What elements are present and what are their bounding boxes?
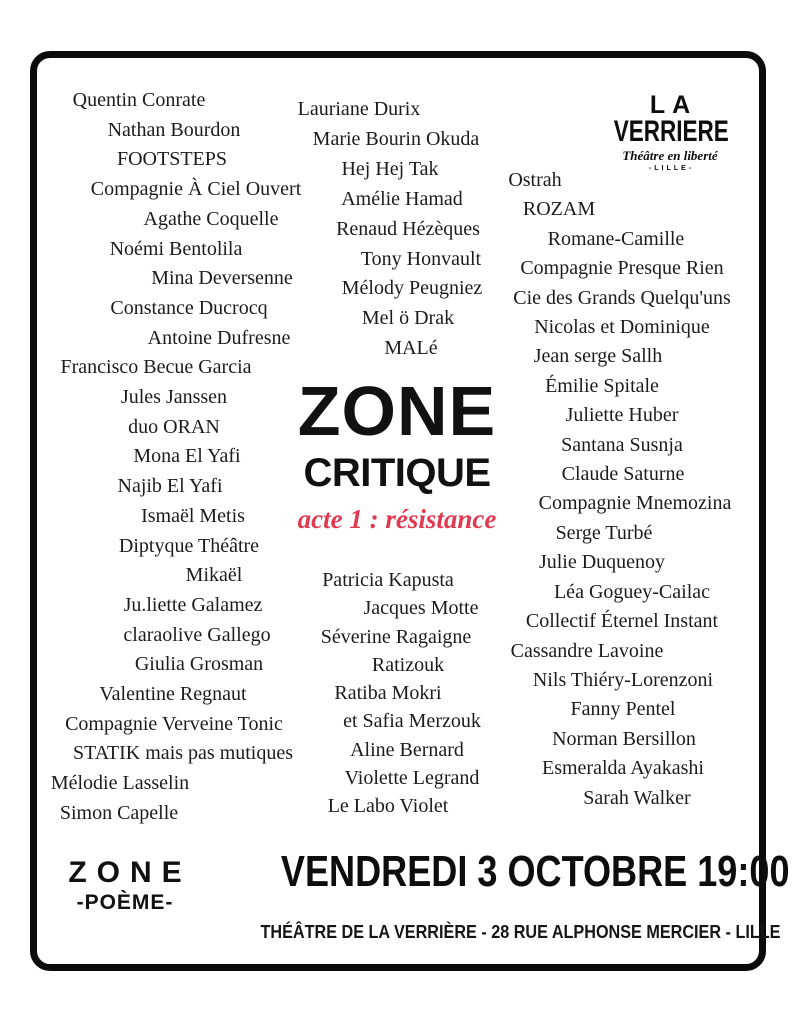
performer-name: Mélody Peugniez: [341, 277, 483, 300]
performer-name: Compagnie À Ciel Ouvert: [90, 178, 302, 201]
zone-poeme-logo-line1: ZONE: [68, 856, 192, 889]
la-verriere-logo-tagline: Théâtre en liberté: [622, 148, 718, 163]
performer-name: Violette Legrand: [344, 767, 480, 790]
la-verriere-logo: [595, 92, 745, 174]
performer-name: Serge Turbé: [555, 521, 653, 544]
performer-name: MALé: [384, 337, 438, 360]
title-line-critique: CRITIQUE: [303, 451, 491, 495]
event-datetime: VENDREDI 3 OCTOBRE 19:00: [280, 847, 790, 896]
performer-name: Jean serge Sallh: [533, 345, 663, 368]
performer-name: Émilie Spitale: [545, 374, 659, 397]
performer-name: claraolive Gallego: [123, 623, 271, 646]
performer-name: Le Labo Violet: [327, 795, 449, 818]
performer-name: Diptyque Théâtre: [118, 534, 260, 557]
performer-name: Santana Susnja: [561, 433, 683, 456]
zone-poeme-logo: [50, 856, 200, 916]
performer-name: Francisco Becue Garcia: [60, 356, 252, 379]
performer-name: Quentin Conrate: [72, 89, 206, 111]
performer-name: Sarah Walker: [583, 786, 691, 809]
performer-name: Hej Hej Tak: [341, 157, 439, 180]
performer-name: duo ORAN: [128, 415, 220, 438]
performer-name: STATIK mais pas mutiques: [72, 742, 294, 765]
performer-name: Amélie Hamad: [341, 187, 463, 210]
performer-name: Romane-Camille: [547, 227, 685, 250]
performer-name: Renaud Hézèques: [336, 217, 480, 240]
performer-name: ROZAM: [522, 198, 596, 221]
performer-name: Lauriane Durix: [297, 98, 421, 120]
performer-name: Patricia Kapusta: [322, 569, 454, 591]
performer-name: Compagnie Presque Rien: [520, 257, 724, 280]
performer-name: Mikaël: [185, 564, 243, 587]
performers-column-middle-bottom: [277, 566, 517, 821]
la-verriere-logo-line1: LA: [649, 91, 698, 119]
performer-name: Fanny Pentel: [570, 698, 676, 721]
performer-name: Cassandre Lavoine: [510, 639, 664, 662]
performer-name: Noémi Bentolila: [109, 237, 243, 260]
performer-name: Léa Goguey-Cailac: [553, 580, 711, 603]
performer-name: Ismaël Metis: [141, 504, 245, 527]
la-verriere-logo-city: -LILLE-: [648, 165, 695, 172]
performer-name: Tony Honvault: [360, 247, 482, 270]
performer-name: Collectif Éternel Instant: [525, 610, 719, 633]
performer-name: Marie Bourin Okuda: [312, 127, 480, 150]
performer-name: Valentine Regnaut: [99, 683, 247, 706]
performer-name: Mel ö Drak: [361, 307, 455, 330]
performer-name: Ostrah: [508, 169, 562, 191]
title-line-zone: ZONE: [297, 372, 497, 450]
performer-name: Mona El Yafi: [133, 445, 241, 468]
performer-name: Ratizouk: [371, 653, 445, 676]
performer-name: Ratiba Mokri: [334, 682, 442, 705]
performer-name: Aline Bernard: [350, 738, 464, 761]
performer-name: FOOTSTEPS: [116, 148, 228, 171]
performer-name: Jacques Motte: [363, 597, 479, 620]
performer-name: Compagnie Verveine Tonic: [65, 712, 283, 735]
performer-name: Simon Capelle: [59, 801, 179, 824]
performer-name: Jules Janssen: [120, 386, 228, 409]
la-verriere-logo-line2: VERRIERE: [613, 115, 729, 148]
performer-name: Compagnie Mnemozina: [538, 492, 732, 515]
performer-name: Claude Saturne: [561, 463, 685, 486]
performer-name: Norman Bersillon: [552, 727, 696, 750]
performer-name: Ju.liette Galamez: [123, 593, 263, 616]
performer-name: Nils Thiéry-Lorenzoni: [532, 668, 714, 691]
performer-name: Antoine Dufresne: [147, 326, 291, 349]
performer-name: Cie des Grands Quelqu'uns: [513, 286, 731, 309]
performer-name: Esmeralda Ayakashi: [541, 757, 704, 780]
performer-name: Mina Deversenne: [151, 267, 293, 290]
performers-column-right: [500, 166, 772, 813]
performer-name: Nathan Bourdon: [107, 118, 241, 141]
title-subtitle-acte: acte 1 : résistance: [297, 504, 497, 534]
zone-poeme-logo-line2: -POÈME-: [76, 891, 174, 914]
performer-name: Constance Ducrocq: [110, 296, 268, 319]
performer-name: Juliette Huber: [565, 404, 679, 427]
performer-name: Julie Duquenoy: [538, 551, 666, 574]
performer-name: Séverine Ragaigne: [320, 625, 472, 648]
performer-name: Agathe Coquelle: [143, 207, 279, 230]
performer-name: Najib El Yafi: [117, 475, 223, 498]
performer-name: Nicolas et Dominique: [534, 316, 710, 339]
performer-name: Giulia Grosman: [134, 653, 264, 676]
venue-address: THÉÂTRE DE LA VERRIÈRE - 28 RUE ALPHONSE MERCIER - LILLE: [260, 922, 781, 942]
performer-name: Mélodie Lasselin: [50, 772, 190, 795]
performer-name: et Safia Merzouk: [343, 710, 481, 733]
